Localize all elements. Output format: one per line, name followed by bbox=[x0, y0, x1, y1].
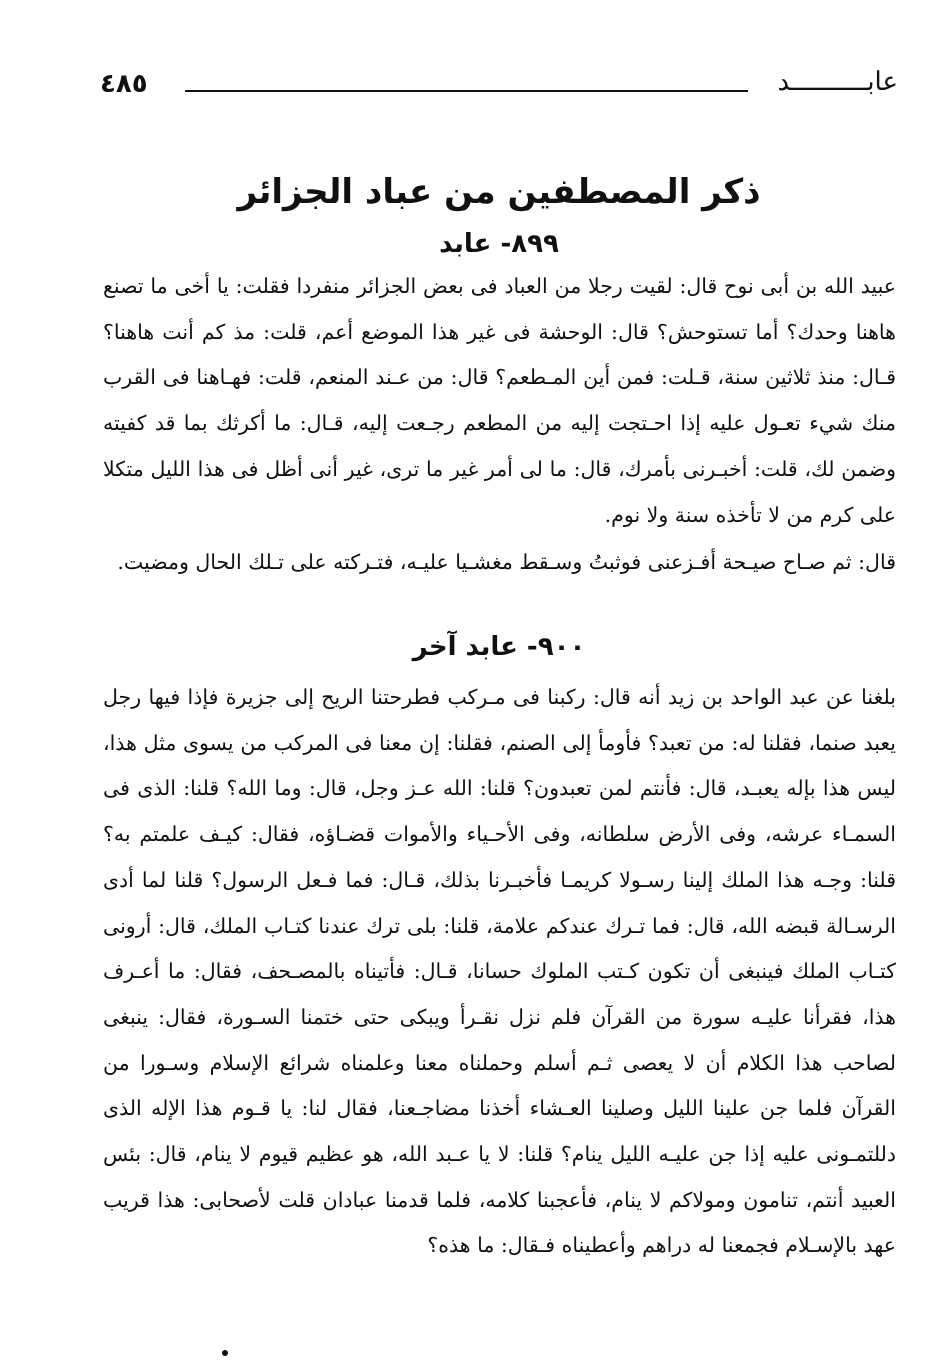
footer-dot bbox=[222, 1350, 228, 1356]
paragraph-899-body: عبيد الله بن أبى نوح قال: لقيت رجلا من العباد فى بعض الجزائر منفردا فقلت: يا أخى ما تصنع هاهنا وحدك؟ أما تستوحش؟ قال: الوحشة فى غير هذا الموضع أعم، قلت: مذ كم أنت هاهنا؟ قـال: منذ ثلاثين سنة، قـلت: فمن أين المـطعم؟ قال: من عـند المنعم، قلت: فهـاهنا فى القرب منك شيء تعـول عليه إذا احـتجت إليه من المطعم رجـعت إليه، قـال: ما أكرثك بما قد كفيته وضمن لك، قلت: أخبـرنى بأمرك، قال: ما لى أمر غير ما ترى، غير أنى أظل فى هذا الليل متكلا على كرم من لا تأخذه سنة ولا نوم. bbox=[103, 274, 896, 527]
page-number: ٤٨٥ bbox=[100, 69, 148, 99]
running-head-rule bbox=[185, 90, 748, 92]
paragraph-899-ending: قال: ثم صـاح صيـحة أفـزعنى فوثبتُ وسـقط مغشـيا عليـه، فتـركته على تـلك الحال ومضيت. bbox=[117, 550, 896, 574]
section-heading-899: ٨٩٩- عابد bbox=[439, 229, 559, 259]
running-head bbox=[100, 62, 898, 106]
running-head-word: عابــــــــــد bbox=[777, 67, 898, 97]
chapter-title: ذكر المصطفين من عباد الجزائر bbox=[237, 172, 761, 212]
paragraph-900-body: بلغنا عن عبد الواحد بن زيد أنه قال: ركبنا فى مـركب فطرحتنا الريح إلى جزيرة فإذا فيها رجل يعبد صنما، فقلنا له: من تعبد؟ فأومأ إلى الصنم، فقلنا: إن معنا فى المركب من يسوى مثل هذا، ليس هذا بإله يعبـد، قال: فأنتم لمن تعبدون؟ قلنا: الله عـز وجل، قال: وما الله؟ قلنا: الذى فى السمـاء عرشه، وفى الأرض سلطانه، وفى الأحـياء والأموات قضـاؤه، فقال: كيـف علمتم به؟ قلنا: وجـه هذا الملك إلينا رسـولا كريمـا فأخبـرنا بذلك، قـال: فما فـعل الرسول؟ قلنا لما أدى الرسـالة قبضه الله، قال: فما تـرك عندكم علامة، قلنا: بلى ترك عندنا كتـاب الملك، قال: أرونى كتـاب الملك فينبغى أن تكون كـتب الملوك حسانا، قـال: فأتيناه بالمصـحف، فقال: ما أعـرف هذا، فقرأنا عليـه سورة من القرآن فلم نزل نقـرأ ويبكى حتى ختمنا السـورة، فقال: ينبغى لصاحب هذا الكلام أن لا يعصى ثـم أسلم وحملناه معنا وعلمناه شرائع الإسلام وسـورا من القرآن فلما جن علينا الليل وصلينا العـشاء أخذنا مضاجـعنا، فقال لنا: يا قـوم هذا الإله الذى دللتمـونى عليه إذا جن عليـه الليل ينام؟ قلنا: لا يا عـبد الله، هو عظيم قيوم لا ينام، قال: بئس العبيد أنتم، تنامون ومولاكم لا ينام، فأعجبنا كلامه، فلما قدمنا عبادان قلت لأصحابى: هذا قريب عهد بالإسـلام فجمعنا له دراهم وأعطيناه فـقال: ما هذه؟ bbox=[103, 685, 896, 1258]
section-heading-900: ٩٠٠- عابد آخر bbox=[412, 632, 586, 662]
